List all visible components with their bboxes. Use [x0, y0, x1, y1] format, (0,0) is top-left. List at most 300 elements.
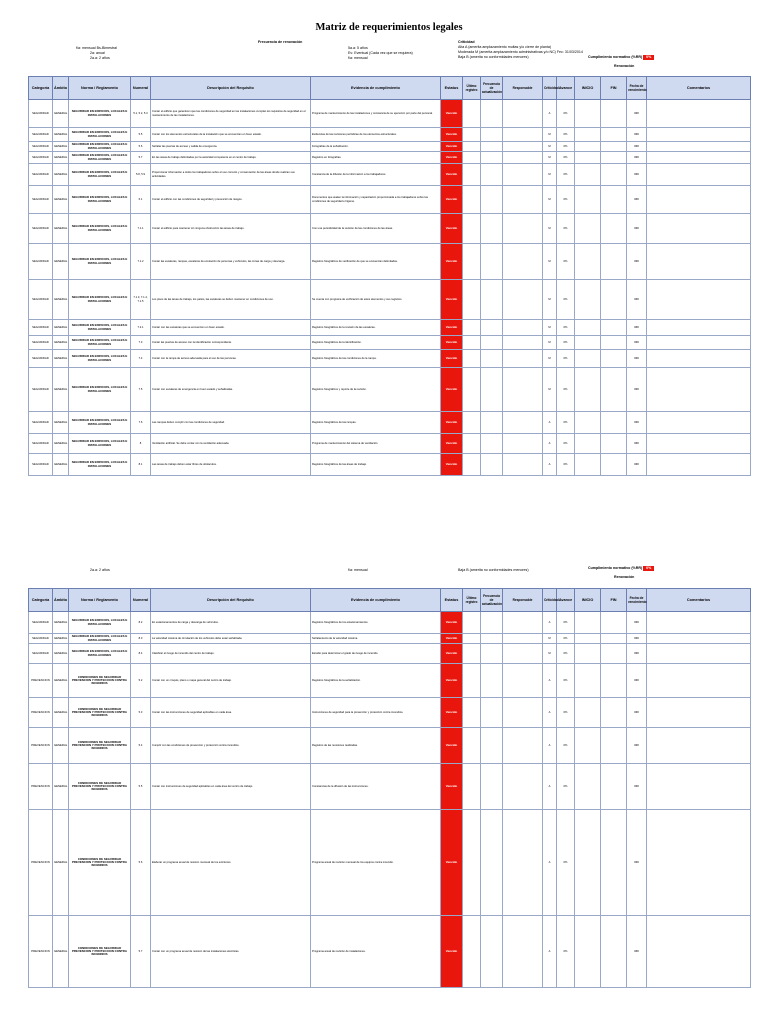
norm-cell: CONDICIONES DE SEGURIDAD PREVENCION Y PROTECCION CONTRA INCENDIOS: [69, 764, 131, 810]
comments-cell[interactable]: [647, 186, 751, 214]
numeral-cell: 5.5: [131, 764, 151, 810]
renovation-label-2: Renovación: [614, 575, 635, 579]
column-header: Último registro: [463, 589, 481, 612]
responsible-cell: [503, 612, 543, 634]
description-cell: Ventilación artificial. Se debe contar con la ventilación adecuada.: [151, 434, 311, 454]
start-cell: [575, 612, 601, 634]
end-cell: [601, 644, 627, 664]
table-row: [29, 612, 751, 634]
scope-cell: GENERAL: [53, 244, 69, 280]
last-record-cell: [463, 634, 481, 644]
progress-cell: 0%: [557, 320, 575, 336]
last-record-cell: [463, 368, 481, 412]
criticality-cell: A: [543, 100, 557, 128]
frequency-cell: [481, 434, 503, 454]
description-cell: Contar con la rampa de acceso adecuada para el uso de las personas.: [151, 350, 311, 368]
status-cell: Vencido: [441, 454, 463, 476]
column-header: Frecuencia de actualización: [481, 77, 503, 100]
criticality-cell: A: [543, 728, 557, 764]
progress-cell: 0%: [557, 664, 575, 698]
evidence-cell: Programa de mantenimiento de las instalaciones y constancia de su ejecución por parte del personal.: [311, 100, 441, 128]
start-cell: [575, 810, 601, 916]
end-cell: [601, 916, 627, 988]
start-cell: [575, 412, 601, 434]
comments-cell[interactable]: [647, 368, 751, 412]
evidence-cell: Registros fotográficos de las áreas de trabajo.: [311, 454, 441, 476]
progress-cell: 0%: [557, 634, 575, 644]
status-cell: Vencido: [441, 644, 463, 664]
start-cell: [575, 336, 601, 350]
start-cell: [575, 916, 601, 988]
last-record-cell: [463, 612, 481, 634]
last-record-cell: [463, 214, 481, 244]
numeral-cell: 5.3: [131, 698, 151, 728]
frequency-cell: [481, 728, 503, 764]
column-header: Ámbito: [53, 589, 69, 612]
column-header: INICIO: [575, 77, 601, 100]
criticality-cell: A: [543, 764, 557, 810]
comments-cell[interactable]: [647, 412, 751, 434]
frequency-legend-left: f/a: mensual Bs-Bimestral 2a: anual 2a.a: 2 años: [76, 46, 117, 60]
progress-cell: 0%: [557, 128, 575, 142]
category-cell: SEGURIDAD: [29, 412, 53, 434]
evidence-cell: Fotografías de la señalización.: [311, 142, 441, 152]
column-header: Estatus: [441, 589, 463, 612]
table-body: [29, 100, 751, 476]
criticality-cell: M: [543, 644, 557, 664]
table-row: [29, 454, 751, 476]
description-cell: Clasificar el riesgo de incendio del centro de trabajo.: [151, 644, 311, 664]
evidence-cell: Registros fotográficos de las condiciones de la rampa.: [311, 350, 441, 368]
responsible-cell: [503, 810, 543, 916]
evidence-cell: Documentos que avalen la información y capacitación proporcionada a los trabajadores sobre las condiciones de seguridad e higiene.: [311, 186, 441, 214]
frequency-cell: [481, 336, 503, 350]
status-cell: Vencido: [441, 810, 463, 916]
comments-cell[interactable]: [647, 280, 751, 320]
last-record-cell: [463, 644, 481, 664]
norm-cell: CONDICIONES DE SEGURIDAD PREVENCION Y PROTECCION CONTRA INCENDIOS: [69, 810, 131, 916]
evidence-cell: Señalamiento de la velocidad máxima.: [311, 634, 441, 644]
comments-cell[interactable]: [647, 128, 751, 142]
frequency-cell: [481, 916, 503, 988]
criticality-cell: M: [543, 244, 557, 280]
due-date-cell: ###: [627, 350, 647, 368]
evidence-cell: Evidencias de las revisiones periódicas de los elementos estructurales.: [311, 128, 441, 142]
start-cell: [575, 698, 601, 728]
end-cell: [601, 336, 627, 350]
progress-cell: 0%: [557, 100, 575, 128]
end-cell: [601, 320, 627, 336]
frequency-cell: [481, 164, 503, 186]
comments-cell[interactable]: [647, 164, 751, 186]
comments-cell[interactable]: [647, 664, 751, 698]
comments-cell[interactable]: [647, 350, 751, 368]
norm-cell: SEGURIDAD EN EDIFICIOS, LOCALES E INSTALACIONES: [69, 612, 131, 634]
comments-cell[interactable]: [647, 434, 751, 454]
frequency-cell: [481, 100, 503, 128]
description-cell: Las áreas de trabajo deben estar libres de obstáculos.: [151, 454, 311, 476]
comments-cell[interactable]: [647, 142, 751, 152]
column-header: Responsable: [503, 589, 543, 612]
start-cell: [575, 434, 601, 454]
responsible-cell: [503, 634, 543, 644]
progress-cell: 0%: [557, 350, 575, 368]
last-record-cell: [463, 728, 481, 764]
last-record-cell: [463, 186, 481, 214]
responsible-cell: [503, 164, 543, 186]
status-cell: Vencido: [441, 164, 463, 186]
progress-cell: 0%: [557, 244, 575, 280]
comments-cell[interactable]: [647, 810, 751, 916]
category-cell: SEGURIDAD: [29, 186, 53, 214]
due-date-cell: ###: [627, 634, 647, 644]
status-cell: Vencido: [441, 244, 463, 280]
comments-cell[interactable]: [647, 244, 751, 280]
comments-cell[interactable]: [647, 454, 751, 476]
category-cell: PREVENCION: [29, 916, 53, 988]
criticality-cell: M: [543, 152, 557, 164]
responsible-cell: [503, 320, 543, 336]
last-record-cell: [463, 244, 481, 280]
frequency-cell: [481, 320, 503, 336]
due-date-cell: ###: [627, 214, 647, 244]
due-date-cell: ###: [627, 186, 647, 214]
comments-cell[interactable]: [647, 214, 751, 244]
due-date-cell: ###: [627, 764, 647, 810]
evidence-cell: Con una periodicidad de la revisión de las condiciones de las áreas.: [311, 214, 441, 244]
column-header: Avance: [557, 77, 575, 100]
scope-cell: GENERAL: [53, 280, 69, 320]
comments-cell[interactable]: [647, 728, 751, 764]
evidence-cell: Registros fotográficos y reporte de la revisión.: [311, 368, 441, 412]
numeral-cell: 7.2.1: [131, 320, 151, 336]
description-cell: Cumplir con las condiciones de prevención y protección contra incendios.: [151, 728, 311, 764]
description-cell: Contar con un programa anual de revisión de las instalaciones eléctricas.: [151, 916, 311, 988]
table-row: [29, 728, 751, 764]
evidence-cell: Estudio para determinar el grado de riesgo de incendio.: [311, 644, 441, 664]
table-row: [29, 214, 751, 244]
frequency-cell: [481, 644, 503, 664]
due-date-cell: ###: [627, 434, 647, 454]
last-record-cell: [463, 454, 481, 476]
criticality-cell: M: [543, 320, 557, 336]
norm-cell: CONDICIONES DE SEGURIDAD PREVENCION Y PROTECCION CONTRA INCENDIOS: [69, 916, 131, 988]
category-cell: SEGURIDAD: [29, 644, 53, 664]
criticality-cell: M: [543, 280, 557, 320]
compliance-2: Cumplimiento normativo (%RR) 0%: [588, 566, 654, 571]
last-record-cell: [463, 164, 481, 186]
description-cell: Contar el edificio para mantener sin ninguna obstrucción las áreas de trabajo.: [151, 214, 311, 244]
end-cell: [601, 664, 627, 698]
numeral-cell: 5.7: [131, 152, 151, 164]
status-cell: Vencido: [441, 336, 463, 350]
end-cell: [601, 612, 627, 634]
status-cell: Vencido: [441, 100, 463, 128]
criticality-cell: A: [543, 810, 557, 916]
description-cell: Contar con las escaleras que se encuentren en buen estado.: [151, 320, 311, 336]
table-row: [29, 664, 751, 698]
progress-cell: 0%: [557, 164, 575, 186]
criticality-cell: M: [543, 336, 557, 350]
progress-cell: 0%: [557, 186, 575, 214]
due-date-cell: ###: [627, 810, 647, 916]
criticality-cell: M: [543, 164, 557, 186]
table-row: [29, 280, 751, 320]
due-date-cell: ###: [627, 368, 647, 412]
category-cell: SEGURIDAD: [29, 368, 53, 412]
due-date-cell: ###: [627, 152, 647, 164]
frequency-cell: [481, 612, 503, 634]
column-header: Comentarios: [647, 77, 751, 100]
criticality-cell: A: [543, 698, 557, 728]
description-cell: La velocidad máxima de circulación de los vehículos debe estar señalizada.: [151, 634, 311, 644]
table-row: [29, 186, 751, 214]
table-header-2: [29, 589, 751, 612]
evidence-cell: Registros fotográficos de la revisión de las escaleras.: [311, 320, 441, 336]
due-date-cell: ###: [627, 916, 647, 988]
responsible-cell: [503, 698, 543, 728]
description-cell: Contar con un croquis, plano o mapa general del centro de trabajo.: [151, 664, 311, 698]
scope-cell: GENERAL: [53, 164, 69, 186]
due-date-cell: ###: [627, 644, 647, 664]
status-cell: Vencido: [441, 412, 463, 434]
page-title: Matriz de requerimientos legales: [315, 22, 463, 33]
evidence-cell: Registros de las revisiones realizadas.: [311, 728, 441, 764]
evidence-cell: Registros en fotografías.: [311, 152, 441, 164]
criticality-cell: M: [543, 350, 557, 368]
criticality-cell: M: [543, 368, 557, 412]
last-record-cell: [463, 810, 481, 916]
numeral-cell: 5.2: [131, 664, 151, 698]
frequency-cell: [481, 350, 503, 368]
due-date-cell: ###: [627, 336, 647, 350]
column-header: Criticidad: [543, 77, 557, 100]
description-cell: Contar con las instrucciones de seguridad aplicables en cada área.: [151, 698, 311, 728]
comments-cell[interactable]: [647, 100, 751, 128]
start-cell: [575, 128, 601, 142]
end-cell: [601, 454, 627, 476]
last-record-cell: [463, 664, 481, 698]
renovation-label: Renovación: [614, 64, 635, 68]
norm-cell: SEGURIDAD EN EDIFICIOS, LOCALES E INSTALACIONES: [69, 644, 131, 664]
scope-cell: GENERAL: [53, 434, 69, 454]
frequency-cell: [481, 214, 503, 244]
due-date-cell: ###: [627, 412, 647, 434]
comments-cell[interactable]: [647, 320, 751, 336]
column-header: Categoría: [29, 77, 53, 100]
responsible-cell: [503, 100, 543, 128]
evidence-cell: Constancias de la difusión de las instrucciones.: [311, 764, 441, 810]
status-cell: Vencido: [441, 368, 463, 412]
frequency-cell: [481, 634, 503, 644]
description-cell: Los pisos de las áreas de trabajo, los patios, las escaleras se deben mantener en condiciones de uso.: [151, 280, 311, 320]
scope-cell: GENERAL: [53, 634, 69, 644]
column-header: Avance: [557, 589, 575, 612]
progress-cell: 0%: [557, 454, 575, 476]
category-cell: PREVENCION: [29, 664, 53, 698]
numeral-cell: 5.6: [131, 810, 151, 916]
description-cell: Elaborar un programa anual de revisión mensual de los extintores.: [151, 810, 311, 916]
scope-cell: GENERAL: [53, 152, 69, 164]
status-cell: Vencido: [441, 916, 463, 988]
numeral-cell: 8.1: [131, 454, 151, 476]
numeral-cell: 6.1: [131, 186, 151, 214]
end-cell: [601, 728, 627, 764]
comments-cell[interactable]: [647, 764, 751, 810]
numeral-cell: 8.4: [131, 644, 151, 664]
evidence-cell: Se cuenta con programa de verificación de estos elementos y sus registros.: [311, 280, 441, 320]
due-date-cell: ###: [627, 128, 647, 142]
category-cell: SEGURIDAD: [29, 128, 53, 142]
category-cell: SEGURIDAD: [29, 320, 53, 336]
responsible-cell: [503, 350, 543, 368]
numeral-cell: 8.3: [131, 634, 151, 644]
end-cell: [601, 142, 627, 152]
table-row: [29, 350, 751, 368]
column-header: Ámbito: [53, 77, 69, 100]
norm-cell: SEGURIDAD EN EDIFICIOS, LOCALES E INSTALACIONES: [69, 350, 131, 368]
comments-cell[interactable]: [647, 698, 751, 728]
category-cell: PREVENCION: [29, 728, 53, 764]
category-cell: SEGURIDAD: [29, 142, 53, 152]
compliance: Cumplimiento normativo (%RR) 0%: [588, 55, 654, 60]
table-row: [29, 336, 751, 350]
criticality-cell: A: [543, 916, 557, 988]
end-cell: [601, 244, 627, 280]
column-header: Frecuencia de actualización: [481, 589, 503, 612]
comments-cell[interactable]: [647, 612, 751, 634]
status-cell: Vencido: [441, 320, 463, 336]
responsible-cell: [503, 454, 543, 476]
status-cell: Vencido: [441, 280, 463, 320]
scope-cell: GENERAL: [53, 454, 69, 476]
evidence-cell: Constancia de la difusión de la información a los trabajadores.: [311, 164, 441, 186]
evidence-cell: Programa de mantenimiento del sistema de ventilación.: [311, 434, 441, 454]
category-cell: SEGURIDAD: [29, 634, 53, 644]
numeral-cell: 5.4: [131, 728, 151, 764]
due-date-cell: ###: [627, 728, 647, 764]
norm-cell: SEGURIDAD EN EDIFICIOS, LOCALES E INSTALACIONES: [69, 152, 131, 164]
progress-cell: 0%: [557, 698, 575, 728]
responsible-cell: [503, 186, 543, 214]
norm-cell: SEGURIDAD EN EDIFICIOS, LOCALES E INSTALACIONES: [69, 412, 131, 434]
scope-cell: GENERAL: [53, 336, 69, 350]
frequency-cell: [481, 664, 503, 698]
description-cell: Contar con instrucciones de seguridad aplicables en cada área del centro de trabajo.: [151, 764, 311, 810]
comments-cell[interactable]: [647, 634, 751, 644]
column-header: Numeral: [131, 77, 151, 100]
due-date-cell: ###: [627, 142, 647, 152]
scope-cell: GENERAL: [53, 320, 69, 336]
norm-cell: SEGURIDAD EN EDIFICIOS, LOCALES E INSTALACIONES: [69, 164, 131, 186]
category-cell: SEGURIDAD: [29, 152, 53, 164]
numeral-cell: 5.1, 5.2, 5.3: [131, 100, 151, 128]
progress-cell: 0%: [557, 434, 575, 454]
description-cell: En las áreas de trabajo delimitadas por la autoridad competente en el centro de trabajo.: [151, 152, 311, 164]
requirements-table-2: [28, 588, 751, 988]
progress-cell: 0%: [557, 412, 575, 434]
table-row: [29, 320, 751, 336]
category-cell: SEGURIDAD: [29, 280, 53, 320]
scope-cell: GENERAL: [53, 350, 69, 368]
header-info: [28, 36, 750, 76]
column-header: Evidencia de cumplimiento: [311, 589, 441, 612]
status-cell: Vencido: [441, 128, 463, 142]
comments-cell[interactable]: [647, 152, 751, 164]
end-cell: [601, 280, 627, 320]
last-record-cell: [463, 916, 481, 988]
status-cell: Vencido: [441, 612, 463, 634]
end-cell: [601, 214, 627, 244]
numeral-cell: 7.4: [131, 350, 151, 368]
column-header: INICIO: [575, 589, 601, 612]
start-cell: [575, 634, 601, 644]
description-cell: Contar con escaleras de emergencia en buen estado y señalizadas.: [151, 368, 311, 412]
end-cell: [601, 186, 627, 214]
norm-cell: SEGURIDAD EN EDIFICIOS, LOCALES E INSTALACIONES: [69, 186, 131, 214]
norm-cell: SEGURIDAD EN EDIFICIOS, LOCALES E INSTALACIONES: [69, 280, 131, 320]
compliance-badge-2: 0%: [643, 566, 654, 571]
end-cell: [601, 764, 627, 810]
criticality-cell: M: [543, 214, 557, 244]
norm-cell: CONDICIONES DE SEGURIDAD PREVENCION Y PROTECCION CONTRA INCENDIOS: [69, 698, 131, 728]
responsible-cell: [503, 280, 543, 320]
progress-cell: 0%: [557, 644, 575, 664]
frequency-cell: [481, 764, 503, 810]
criticality-legend: Criticidad Alta A (amerita amplazamiento multas y/o cierre de planta) Moderada M (amerita amplazamiento administrativas y/o NC) Fec: 31/03/2014 Baja B (amerita no conformidades menores): [458, 40, 583, 59]
scope-cell: GENERAL: [53, 644, 69, 664]
description-cell: Contar el edificio con las condiciones de seguridad y prevención de riesgos.: [151, 186, 311, 214]
category-cell: SEGURIDAD: [29, 612, 53, 634]
criticality-cell: A: [543, 454, 557, 476]
responsible-cell: [503, 644, 543, 664]
last-record-cell: [463, 336, 481, 350]
start-cell: [575, 164, 601, 186]
scope-cell: GENERAL: [53, 664, 69, 698]
description-cell: Señalar las puertas de acceso y salida de emergencia.: [151, 142, 311, 152]
start-cell: [575, 644, 601, 664]
criticality-cell: M: [543, 634, 557, 644]
scope-cell: GENERAL: [53, 810, 69, 916]
end-cell: [601, 434, 627, 454]
comments-cell[interactable]: [647, 336, 751, 350]
last-record-cell: [463, 320, 481, 336]
responsible-cell: [503, 728, 543, 764]
table-row: [29, 634, 751, 644]
start-cell: [575, 280, 601, 320]
frequency-cell: [481, 698, 503, 728]
start-cell: [575, 350, 601, 368]
criticality-cell: A: [543, 412, 557, 434]
status-cell: Vencido: [441, 664, 463, 698]
norm-cell: SEGURIDAD EN EDIFICIOS, LOCALES E INSTALACIONES: [69, 214, 131, 244]
category-cell: SEGURIDAD: [29, 336, 53, 350]
scope-cell: GENERAL: [53, 100, 69, 128]
description-cell: Contar con los elementos estructurales de la instalación que se encuentran en buen estado.: [151, 128, 311, 142]
column-header: Descripción del Requisito: [151, 589, 311, 612]
evidence-cell: Programa anual de revisión mensual de los equipos contra incendio.: [311, 810, 441, 916]
status-cell: Vencido: [441, 728, 463, 764]
end-cell: [601, 368, 627, 412]
last-record-cell: [463, 128, 481, 142]
table-row: [29, 810, 751, 916]
comments-cell[interactable]: [647, 644, 751, 664]
comments-cell[interactable]: [647, 916, 751, 988]
table-body-2: [29, 612, 751, 988]
numeral-cell: 5.7: [131, 916, 151, 988]
evidence-cell: Registros fotográficos de los estacionamientos.: [311, 612, 441, 634]
criticality-cell: A: [543, 434, 557, 454]
